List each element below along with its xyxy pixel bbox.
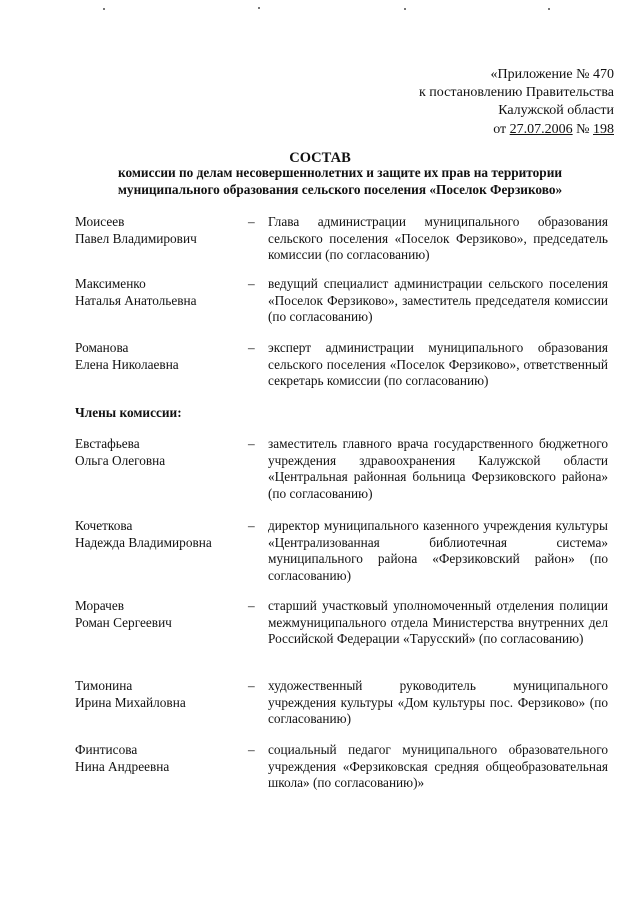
person-surname: Кочеткова [75,518,133,533]
annex-number-sign: № [572,121,593,137]
annex-line-appendix: «Приложение № 470 [490,67,614,82]
annex-date: 27.07.2006 [509,121,573,137]
scan-speck [548,8,550,10]
person-name [75,742,245,775]
person-given-names: Павел Владимирович [75,230,197,246]
person-role: художественный руководитель муниципального учреждения культуры «Дом культуры пос. Ферзиково» (по согласованию) [268,678,608,726]
person-surname: Тимонина [75,678,133,693]
person-role: ведущий специалист администрации сельского поселения «Поселок Ферзиково», заместитель председателя комиссии (по согласованию) [268,276,608,324]
annex-line-region: Калужской области [498,103,614,119]
subtitle-line: комиссии по делам несовершеннолетних и защите их прав на территории [117,165,563,180]
entry-dash: – [248,436,255,451]
person-given-names: Елена Николаевна [75,356,179,372]
scan-speck [404,8,406,10]
entry-dash: – [248,518,255,533]
entry-dash: – [248,598,255,613]
person-given-names: Ольга Олеговна [75,452,166,468]
subtitle-line: муниципального образования сельского поселения «Поселок Ферзиково» [117,181,563,197]
person-name [75,276,245,309]
person-role: Глава администрации муниципального образования сельского поселения «Поселок Ферзиково», председатель комиссии (по согласованию) [268,214,608,262]
members-heading: Члены комиссии: [75,405,182,420]
person-given-names: Наталья Анатольевна [75,292,197,308]
entry-dash: – [248,340,255,355]
person-surname: Финтисова [75,742,138,757]
entry-dash: – [248,214,255,229]
annex-date-prefix: от [493,121,510,137]
entry-dash: – [248,742,255,757]
person-surname: Евстафьева [75,436,140,451]
person-given-names: Надежда Владимировна [75,534,212,550]
scan-speck [103,8,105,10]
person-role: социальный педагог муниципального образовательного учреждения «Ферзиковская средняя общеобразовательная школа» (по согласованию)» [268,742,608,790]
person-surname: Морачев [75,598,125,613]
person-given-names: Ирина Михайловна [75,694,186,710]
annex-number: 198 [593,121,614,137]
annex-reference [419,66,614,139]
person-role: эксперт администрации муниципального образования сельского поселения «Поселок Ферзиково», ответственный секретарь комиссии (по согласованию) [268,340,608,388]
person-role: заместитель главного врача государственного бюджетного учреждения здравоохранения Калужской области «Центральная районная больница Ферзиковского района» (по согласованию) [268,436,608,501]
annex-line-date [419,121,614,139]
person-name [75,598,245,631]
document-title: СОСТАВ [289,150,351,166]
person-name [75,678,245,711]
person-given-names: Роман Сергеевич [75,614,172,630]
person-name [75,214,245,247]
person-name [75,518,245,551]
entry-dash: – [248,276,255,291]
person-surname: Максименко [75,276,146,291]
person-surname: Моисеев [75,214,125,229]
annex-line-resolution: к постановлению Правительства [418,85,614,101]
person-given-names: Нина Андреевна [75,758,170,774]
person-surname: Романова [75,340,129,355]
document-subtitle [40,165,640,198]
person-role: директор муниципального казенного учреждения культуры «Централизованная библиотечная система» муниципального района «Ферзиковский район» (по согласованию) [268,518,608,583]
scan-speck [258,7,260,9]
person-name [75,340,245,373]
person-role: старший участковый уполномоченный отделения полиции межмуниципального отдела Министерства внутренних дел Российской Федерации «Тарусский» (по согласованию) [268,598,608,646]
person-name [75,436,245,469]
entry-dash: – [248,678,255,693]
